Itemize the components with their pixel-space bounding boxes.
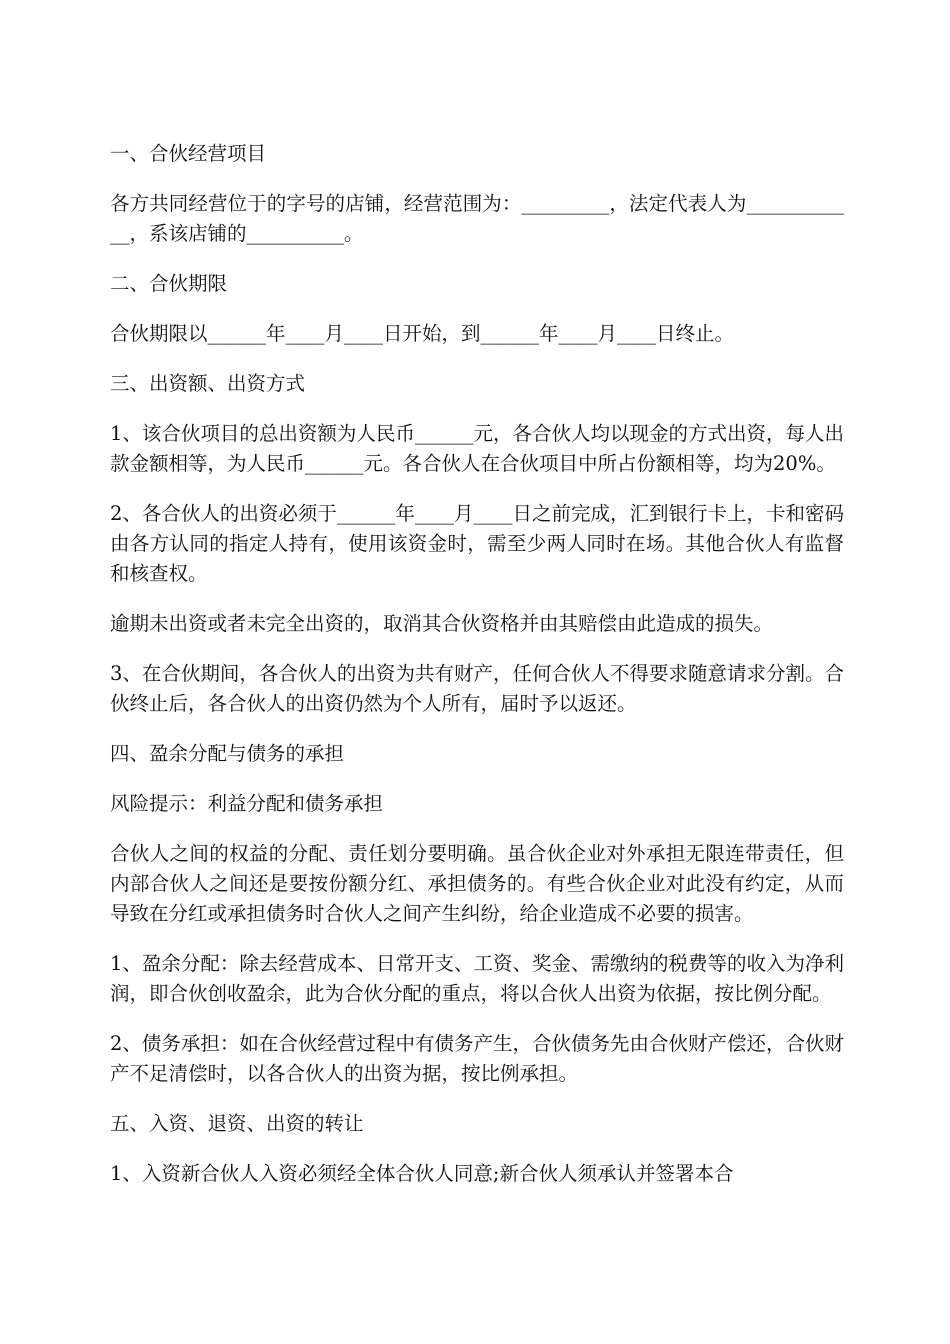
body-paragraph: 合伙人之间的权益的分配、责任划分要明确。虽合伙企业对外承担无限连带责任，但内部合伙人之间还是要按份额分红、承担债务的。有些合伙企业对此没有约定，从而导致在分红或承担债务时合伙人之间产生纠纷，给企业造成不必要的损害。 [110,842,844,925]
body-paragraph: 1、该合伙项目的总出资额为人民币______元，各合伙人均以现金的方式出资，每人出款金额相等，为人民币______元。各合伙人在合伙项目中所占份额相等，均为20%。 [110,422,844,475]
section-heading: 四、盈余分配与债务的承担 [110,742,345,765]
document-body [110,139,844,1209]
body-paragraph: 3、在合伙期间，各合伙人的出资为共有财产，任何合伙人不得要求随意请求分割。合伙终止后，各合伙人的出资仍然为个人所有，届时予以返还。 [110,662,844,715]
body-paragraph: 2、债务承担：如在合伙经营过程中有债务产生，合伙债务先由合伙财产偿还，合伙财产不足清偿时，以各合伙人的出资为据，按比例承担。 [110,1032,844,1085]
body-paragraph: 逾期未出资或者未完全出资的，取消其合伙资格并由其赔偿由此造成的损失。 [110,612,774,635]
risk-note: 风险提示：利益分配和债务承担 [110,792,384,815]
section-heading: 二、合伙期限 [110,272,228,295]
body-paragraph: 1、盈余分配：除去经营成本、日常开支、工资、奖金、需缴纳的税费等的收入为净利润，即合伙创收盈余，此为合伙分配的重点，将以合伙人出资为依据，按比例分配。 [110,952,844,1005]
body-paragraph: 各方共同经营位于的字号的店铺，经营范围为：_________，法定代表人为____________，系该店铺的__________。 [110,192,844,245]
body-paragraph: 2、各合伙人的出资必须于______年____月____日之前完成，汇到银行卡上，卡和密码由各方认同的指定人持有，使用该资金时，需至少两人同时在场。其他合伙人有监督和核查权。 [110,502,844,585]
body-paragraph: 合伙期限以______年____月____日开始，到______年____月____日终止。 [110,322,735,345]
body-paragraph: 1、入资新合伙人入资必须经全体合伙人同意;新合伙人须承认并签署本合 [110,1162,734,1185]
section-heading: 三、出资额、出资方式 [110,372,306,395]
section-heading: 一、合伙经营项目 [110,142,267,165]
section-heading: 五、入资、退资、出资的转让 [110,1112,364,1135]
